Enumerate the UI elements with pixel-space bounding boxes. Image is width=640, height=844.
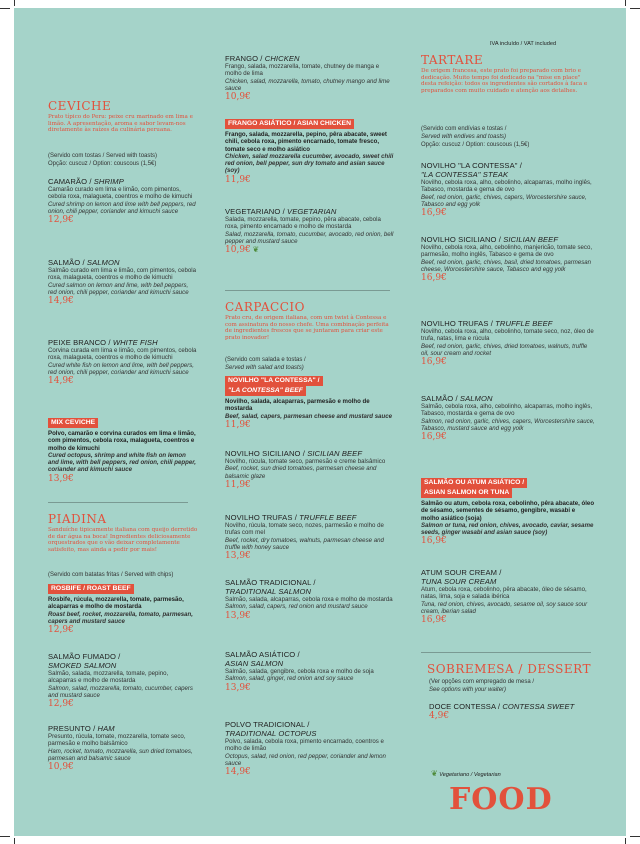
item-price: 16,9€	[421, 536, 447, 547]
leaf-icon: ❦	[252, 245, 260, 255]
item-name-pt: SALMÃO ASIÁTICO /	[225, 650, 300, 659]
item-description: Corvina curada em lima e limão, com pimentos, cebola roxa, malagueta, coentros e molho de kimuchi	[48, 347, 197, 362]
item-name-en: TRUFFLE BEEF	[299, 513, 357, 522]
item-name-pt: VEGETARIANO	[225, 207, 281, 216]
item-name-en: SICILIAN BEEF	[307, 449, 363, 458]
menu-item: VEGETARIANO / VEGETARIAN Salada, mozzarella, tomate, pepino, pêra abacate, cebola roxa, pimento encarnado e molho de mostarda Salad, mozzarella, tomato, cucumber, avocado, red onion, bell pepper and mustard sauce 10,9€ ❦	[225, 207, 394, 256]
carpaccio-note-en: Served with salad and toasts)	[225, 365, 304, 371]
item-description-en: Chicken, salad, mozzarella, tomato, chutney mango and lime sauce	[225, 77, 390, 92]
menu-item-highlight	[225, 119, 395, 186]
item-name-en: CONTESSA SWEET	[502, 702, 575, 711]
item-description: Salmão, salada, gengibre, cebola roxa e molho de soja	[225, 668, 374, 675]
item-description: Novilho, cebola roxa, alho, cebolinho, alcaparras, molho inglês, Tabasco, mostarda e gema de ovo	[421, 179, 592, 194]
menu-item	[48, 652, 198, 710]
item-description-en: Cured octopus, shrimp and white fish on lemon and lime, with bell peppers, red onion, chili pepper, coriander and kimuchi sauce	[48, 451, 196, 474]
item-price: 14,9€	[225, 767, 251, 778]
tartare-note-en: Served with endives and toasts)	[421, 134, 507, 140]
item-name-en: CHICKEN	[264, 54, 300, 63]
item-description: Salada, mozzarella, tomate, pepino, pêra abacate, cebola roxa, pimento encarnado e molho de mostarda	[225, 216, 381, 231]
divider	[48, 502, 188, 503]
item-price: 16,9€	[421, 208, 447, 219]
menu-item: NOVILHO SICILIANO / SICILIAN BEEF Novilho, cebola roxa, alho, cebolinho, manjericão, tomate seco, parmesão, molho inglês, Tabasco e gema de ovo Beef, red onion, garlic, chives, basil, dried tomatoes, parmesan cheese, Worcestershire sauce, Tabasco and egg yolk 16,9€	[421, 235, 595, 284]
item-price: 14,9€	[48, 376, 74, 387]
item-description: Salmão, cebola roxa, alho, cebolinho, alcaparras, molho inglês, Tabasco, mostarda e gema de ovo	[421, 403, 593, 418]
item-description: Novilho, rúcula, tomate seco, nozes, parmesão e molho de trufas com mel	[225, 522, 384, 537]
item-name-pt: FRANGO	[225, 54, 259, 63]
item-description: Salmão, salada, mozzarella, tomate, pepino, alcaparras e molho de mostarda	[48, 670, 169, 685]
item-price: 13,9€	[48, 473, 74, 484]
item-description: Salmão, salada, alcaparras, cebola roxa e molho de mostarda	[225, 596, 393, 603]
item-description: Polvo, camarão e corvina curados em lima e limão, com pimentos, cebola roxa, malagueta, coentros e molho de kimuchi	[48, 430, 196, 452]
item-description-en: Cured shrimp on lemon and lime with bell peppers, red onion, chili pepper, coriander and kimuchi sauce	[48, 200, 196, 215]
item-description: Polvo, salada, cebola roxa, pimento encarnado, coentros e molho de limão	[225, 738, 384, 753]
menu-item: FRANGO / CHICKEN Frango, salada, mozzarella, tomate, chutney de manga e molho de lima Chicken, salad, mozzarella, tomato, chutney mango and lime sauce 10,9€	[225, 54, 395, 103]
item-description: Salmão curado em lima e limão, com pimentos, cebola roxa, malagueta, coentros e molho de kimuchi	[48, 267, 197, 282]
crop-mark	[14, 838, 15, 844]
item-name-pt: ATUM SOUR CREAM /	[421, 568, 502, 577]
item-price: 12,9€	[48, 215, 74, 226]
item-description-en: Salad, mozzarella, tomato, cucumber, avocado, red onion, bell pepper and mustard sauce	[225, 230, 394, 245]
item-price: 10,9€	[48, 762, 74, 773]
menu-item: NOVILHO TRUFAS / TRUFFLE BEEF Novilho, cebola roxa, alho, cebolinho, tomate seco, noz, óleo de trufa, natas, lima e rúcula Beef, red onion, garlic, chives, dried tomatoes, walnuts, truffle oil, sour cream and rocket 16,9€	[421, 319, 594, 368]
carpaccio-title: CARPACCIO	[225, 300, 305, 314]
item-price: 16,9€	[421, 273, 447, 284]
item-description-en: Salmon, salad, ginger, red onion and soy sauce	[225, 675, 354, 683]
item-description-en: Chicken, salad mozzarella cucumber, avocado, sweet chili red onion, bell pepper, sun dry tomato and asian sauce (soy)	[225, 152, 394, 175]
item-name-pt: NOVILHO SICILIANO	[421, 235, 497, 244]
item-price: 13,9€	[225, 610, 251, 621]
menu-item	[421, 161, 595, 219]
sobremesa-note: (Ver opções com empregado de mesa /	[429, 679, 535, 685]
item-price: 11,9€	[225, 419, 251, 430]
item-description: Salmão ou atum, cebola roxa, cebolinho, pêra abacate, óleo de sésamo, sementes de sésamo, gengibre, wasabi e molho asiático (soja)	[421, 500, 595, 522]
item-name-pt: DOCE CONTESSA	[429, 702, 496, 711]
divider	[421, 652, 591, 653]
item-name-pt: NOVILHO SICILIANO	[225, 449, 301, 458]
item-description-en: Roast beef, rocket, mozzarella, tomato, parmesan, capers and mustard sauce	[48, 610, 193, 625]
item-price: 11,9€	[225, 174, 251, 185]
item-description-en: Salmon, salad, mozzarella, tomato, cucumber, capers and mustard sauce	[48, 684, 193, 699]
item-name-pt: SALMÃO	[48, 258, 81, 267]
piadina-title: PIADINA	[48, 512, 107, 526]
item-name-en: SALMON	[86, 258, 120, 267]
item-name-bar-en: ASIAN SALMON OR TUNA	[421, 488, 512, 498]
item-description: Camarão curado em lima e limão, com pimentos, cebola roxa, malagueta, coentros e molho de kimuchi	[48, 186, 193, 201]
item-description-en: Salmon, red onion, garlic, chives, capers, Worcestershire sauce, Tabasco, mustard sauce and egg yolk	[421, 417, 595, 432]
menu-item	[225, 720, 395, 778]
menu-item	[225, 578, 395, 622]
item-name-bar: MIX CEVICHE	[48, 418, 98, 428]
menu-item	[225, 650, 395, 694]
item-description-en: Beef, salad, capers, parmesan cheese and mustard sauce	[225, 412, 392, 420]
menu-item: NOVILHO TRUFAS / TRUFFLE BEEF Novilho, rúcula, tomate seco, nozes, parmesão e molho de trufas com mel Beef, rocket, dry tomatoes, walnuts, parmesan cheese and truffle with honey sauce 13,9€	[225, 513, 395, 562]
ceviche-description: Prato típico do Peru: peixe cru marinado em lima e limão. A apresentação, aroma e sabor levam-nos diretamente às raízes da culinária peruana.	[48, 114, 193, 134]
item-description-en: Beef, red onion, garlic, chives, dried tomatoes, walnuts, truffle oil, sour cream and rocket	[421, 342, 588, 357]
item-name-pt: SALMÃO	[421, 394, 454, 403]
crop-mark	[0, 836, 10, 837]
legend-text: Vegetariano / Vegetarian	[439, 772, 501, 778]
item-description-en: Beef, rocket, sun dried tomatoes, parmesan cheese and balsamic glaze	[225, 465, 377, 480]
item-name-pt: NOVILHO TRUFAS	[225, 513, 293, 522]
menu-item: CAMARÃO / SHRIMP Camarão curado em lima e limão, com pimentos, cebola roxa, malagueta, coentros e molho de kimuchi Cured shrimp on lemon and lime with bell peppers, red onion, chili pepper, coriander and kimuchi sauce 12,9€	[48, 177, 198, 226]
item-description: Novilho, salada, alcaparras, parmesão e molho de mostarda	[225, 398, 370, 413]
crop-mark	[630, 836, 640, 837]
item-price: 10,9€	[225, 245, 251, 256]
item-description-en: Salmon, salad, capers, red onion and mustard sauce	[225, 603, 368, 611]
item-name-en: WHITE FISH	[112, 338, 158, 347]
item-name-bar-en: "LA CONTESSA" BEEF	[225, 386, 306, 396]
item-name-en: SHRIMP	[93, 177, 124, 186]
menu-item-highlight	[48, 584, 198, 636]
sobremesa-title: SOBREMESA / DESSERT	[427, 662, 591, 676]
item-name-pt: CAMARÃO	[48, 177, 88, 186]
crop-mark	[625, 0, 626, 6]
item-price: 4,9€	[429, 711, 450, 721]
menu-item: PEIXE BRANCO / WHITE FISH Corvina curada em lima e limão, com pimentos, cebola roxa, malagueta, coentros e molho de kimuchi Cured white fish on lemon and lime, with bell peppers, red onion, chili pepper, coriander and kimuchi sauce 14,9€	[48, 338, 197, 387]
vat-note: IVA incluído / VAT included	[490, 41, 557, 47]
item-description: Rosbife, rúcula, mozzarella, tomate, parmesão, alcaparras e molho de mostarda	[48, 596, 184, 611]
item-name-en: TRADITIONAL OCTOPUS	[225, 729, 317, 738]
item-name-bar: NOVILHO "LA CONTESSA" /	[225, 376, 323, 386]
item-description: Frango, salada, mozzarella, tomate, chutney de manga e molho de lima	[225, 63, 380, 78]
tartare-title: TARTARE	[421, 53, 484, 67]
item-description-en: Salmon or tuna, red onion, chives, avocado, caviar, sesame seeds, ginger wasabi and asian sauce (soy)	[421, 521, 594, 537]
crop-mark	[630, 8, 640, 9]
item-name-pt: PEIXE BRANCO	[48, 338, 107, 347]
item-description-en: Tuna, red onion, chives, avocado, sesame oil, soy sauce sour cream, iberian salad	[421, 600, 588, 615]
item-price: 16,9€	[421, 357, 447, 368]
menu-item: NOVILHO SICILIANO / SICILIAN BEEF Novilho, rúcula, tomate seco, parmesão e creme balsâmico Beef, rocket, sun dried tomatoes, parmesan cheese and balsamic glaze 11,9€	[225, 449, 395, 491]
crop-mark	[0, 8, 10, 9]
menu-item: SALMÃO / SALMON Salmão curado em lima e limão, com pimentos, cebola roxa, malagueta, coentros e molho de kimuchi Cured salmon on lemon and lime, with bell peppers, red onion, chili pepper, coriander and kimuchi sauce 14,9€	[48, 258, 197, 307]
item-price: 16,9€	[421, 432, 447, 443]
item-description: Novilho, rúcula, tomate seco, parmesão e creme balsâmico	[225, 458, 386, 465]
item-name-bar: SALMÃO OU ATUM ASIÁTICO /	[421, 478, 527, 488]
item-description-en: Cured salmon on lemon and lime, with bell peppers, red onion, chili pepper, coriander and kimuchi sauce	[48, 281, 189, 296]
vegetarian-legend	[431, 770, 501, 779]
item-description: Novilho, cebola roxa, alho, cebolinho, tomate seco, noz, óleo de trufa, natas, lima e rúcula	[421, 328, 594, 343]
menu-item: PRESUNTO / HAM Presunto, rúcula, tomate, mozzarella, tomate seco, parmesão e molho balsâmico Ham, rocket, tomato, mozzarella, sun dried tomatoes, parmesan and balsamic sauce 10,9€	[48, 724, 198, 773]
item-name-en: SALMON	[459, 394, 493, 403]
divider	[225, 290, 390, 291]
item-description: Novilho, cebola roxa, alho, cebolinho, manjericão, tomate seco, parmesão, molho inglês, Tabasco e gema de ovo	[421, 244, 593, 259]
menu-item-highlight	[225, 376, 395, 431]
piadina-description: Sanduíche tipicamente italiana com queijo derretido de dar água na boca! Ingredientes deliciosamente orquestrados que o vão deixar completamente satisfeito, mas ainda a pedir por mais!	[48, 527, 198, 553]
item-name-pt: POLVO TRADICIONAL /	[225, 720, 310, 729]
item-description-en: Beef, red onion, garlic, chives, capers, Worcestershire sauce, Tabasco and egg yolk	[421, 193, 587, 208]
item-price: 13,9€	[225, 551, 251, 562]
item-description-en: Cured white fish on lemon and lime, with bell peppers, red onion, chili pepper, coriander and kimuchi sauce	[48, 361, 194, 376]
item-price: 10,9€	[225, 92, 251, 103]
item-price: 14,9€	[48, 296, 74, 307]
item-name-en: "LA CONTESSA" STEAK	[421, 170, 509, 179]
item-name-en: SMOKED SALMON	[48, 661, 117, 670]
item-description-en: Octopus, salad, red onion, red pepper, coriander and lemon sauce	[225, 752, 386, 767]
tartare-description: De origem francesa, este prato foi preparado com brio e dedicação. Muito tempo foi dedicado na "mise en place" desta refeição: todos os ingredientes são cortados à faca e preparados com muito cuidado e atenção aos detalhes.	[421, 68, 588, 94]
ceviche-note: (Servido com tostas / Served with toasts)	[48, 153, 158, 159]
menu-page	[14, 8, 626, 836]
item-name-pt: PRESUNTO	[48, 724, 91, 733]
item-name-en: SICILIAN BEEF	[503, 235, 559, 244]
leaf-icon: ❦	[431, 769, 438, 778]
item-name-en: TUNA SOUR CREAM	[421, 577, 497, 586]
crop-mark	[625, 838, 626, 844]
menu-item	[421, 568, 595, 626]
item-name-bar: FRANGO ASIÁTICO / ASIAN CHICKEN	[225, 119, 354, 129]
menu-item: SALMÃO / SALMON Salmão, cebola roxa, alho, cebolinho, alcaparras, molho inglês, Tabasco, mostarda e gema de ovo Salmon, red onion, garlic, chives, capers, Worcestershire sauce, Tabasco, mustard sauce and egg yolk 16,9€	[421, 394, 595, 443]
item-description-en: Beef, red onion, garlic, chives, basil, dried tomatoes, parmesan cheese, Worcestershire sauce, Tabasco and egg yolk	[421, 258, 592, 273]
tartare-note: (Servido com endívias e tostas /	[421, 126, 507, 132]
item-description: Presunto, rúcula, tomate, mozzarella, tomate seco, parmesão e molho balsâmico	[48, 733, 186, 748]
item-description: Frango, salada, mozzarella, pepino, pêra abacate, sweet chili, cebola roxa, pimento encarnado, tomate fresco, tomate seco e molho asiático	[225, 131, 387, 153]
item-price: 12,9€	[48, 699, 74, 710]
item-name-en: HAM	[97, 724, 115, 733]
item-name-en: ASIAN SALMON	[225, 659, 284, 668]
item-name-pt: NOVILHO "LA CONTESSA" /	[421, 161, 522, 170]
item-description-en: Ham, rocket, tomato, mozzarella, sun dried tomatoes, parmesan and balsamic sauce	[48, 747, 193, 762]
item-description: Atum, cebola roxa, cebolinho, pêra abacate, óleo de sésamo, natas, lima, soja e salada ibérica	[421, 586, 587, 601]
item-price: 12,9€	[48, 625, 74, 636]
carpaccio-note: (Servido com salada e tostas /	[225, 357, 306, 363]
item-name-pt: NOVILHO TRUFAS	[421, 319, 489, 328]
item-name-pt: SALMÃO TRADICIONAL /	[225, 578, 316, 587]
carpaccio-description: Prato cru, de origem italiana, com um twist à Contessa e com assinatura do nosso chefe. Uma combinação perfeita de ingredientes frescos que se juntaram para criar este prato inovador!	[225, 315, 389, 341]
menu-item-highlight	[421, 478, 595, 547]
item-price: 11,9€	[225, 479, 251, 490]
tartare-option: Opção: cuscuz / Option: couscous (1,5€)	[421, 142, 530, 148]
item-price: 16,9€	[421, 615, 447, 626]
menu-item-highlight	[48, 418, 198, 485]
item-name-bar: ROSBIFE / ROAST BEEF	[48, 584, 134, 594]
piadina-note: (Servido com batatas fritas / Served with chips)	[48, 572, 174, 578]
crop-mark	[14, 0, 15, 6]
item-name-en: VEGETARIAN	[287, 207, 337, 216]
item-name-pt: SALMÃO FUMADO /	[48, 652, 121, 661]
ceviche-title: CEVICHE	[48, 99, 112, 113]
item-description-en: Beef, rocket, dry tomatoes, walnuts, parmesan cheese and truffle with honey sauce	[225, 536, 384, 551]
ceviche-option: Opção: cuscuz / Option: couscous (1,5€)	[48, 161, 157, 167]
food-wordmark: FOOD	[449, 782, 553, 817]
item-name-en: TRUFFLE BEEF	[495, 319, 553, 328]
item-price: 13,9€	[225, 682, 251, 693]
menu-item: DOCE CONTESSA / CONTESSA SWEET 4,9€	[429, 702, 575, 721]
sobremesa-note-en: See options with your waiter)	[429, 687, 507, 693]
item-name-en: TRADITIONAL SALMON	[225, 587, 312, 596]
